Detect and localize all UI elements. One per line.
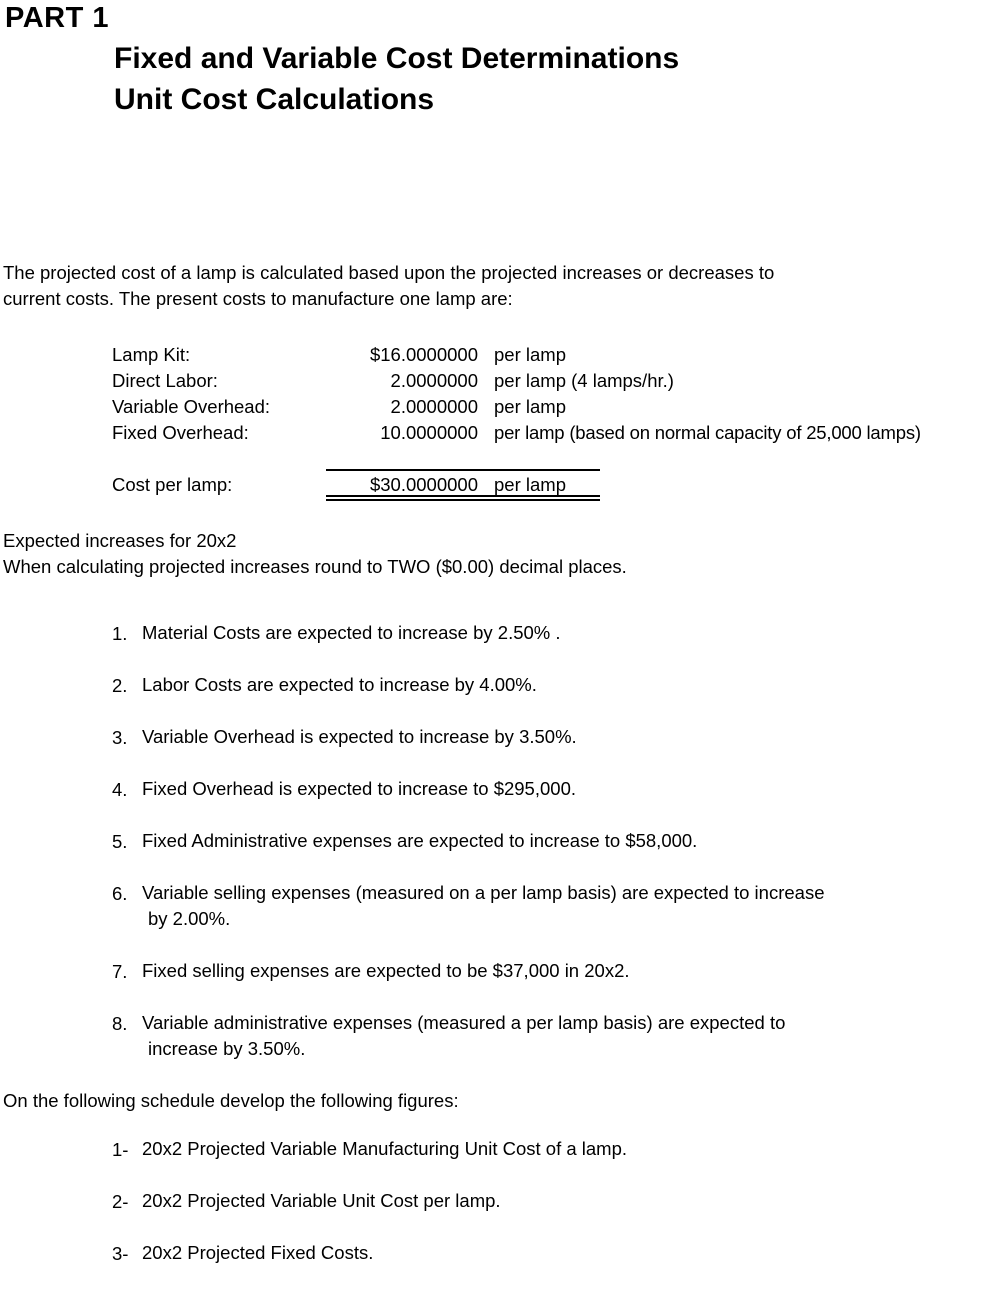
list-item-number: 5. [112, 831, 128, 852]
total-double-rule-top [326, 495, 600, 497]
cost-note: per lamp (4 lamps/hr.) [494, 370, 674, 391]
cost-label: Direct Labor: [112, 370, 218, 391]
figure-number: 2- [112, 1191, 129, 1212]
cost-label: Lamp Kit: [112, 344, 191, 365]
cost-note: per lamp [494, 344, 566, 365]
list-item: Variable administrative expenses (measured a per lamp basis) are expected to [142, 1012, 786, 1033]
subtotal-rule [326, 469, 600, 471]
list-item-number: 7. [112, 961, 128, 982]
list-item-continuation: by 2.00%. [148, 908, 231, 929]
intro-line-2: current costs. The present costs to manufacture one lamp are: [3, 288, 513, 309]
cost-label: Fixed Overhead: [112, 422, 249, 443]
cost-amount: $16.0000000 [369, 344, 478, 365]
list-item-continuation: increase by 3.50%. [148, 1038, 306, 1059]
expected-heading: Expected increases for 20x2 [3, 530, 237, 551]
title-line-1: Fixed and Variable Cost Determinations [114, 42, 680, 75]
cost-amount: 2.0000000 [390, 370, 478, 391]
total-double-rule-bottom [326, 499, 600, 501]
cost-note: per lamp (based on normal capacity of 25,000 lamps) [494, 422, 921, 443]
cost-amount: 2.0000000 [390, 396, 478, 417]
figure-item: 20x2 Projected Variable Manufacturing Unit Cost of a lamp. [142, 1138, 628, 1159]
intro-line-1: The projected cost of a lamp is calculated based upon the projected increases or decreases to [3, 262, 775, 283]
part-label: PART 1 [5, 2, 109, 34]
list-item: Variable selling expenses (measured on a per lamp basis) are expected to increase [142, 882, 825, 903]
list-item-number: 1. [112, 623, 128, 644]
total-label: Cost per lamp: [112, 474, 233, 495]
schedule-intro: On the following schedule develop the following figures: [3, 1090, 459, 1111]
list-item-number: 6. [112, 883, 128, 904]
cost-label: Variable Overhead: [112, 396, 271, 417]
figure-number: 3- [112, 1243, 129, 1264]
total-amount: $30.0000000 [369, 474, 478, 495]
list-item: Fixed Administrative expenses are expected to increase to $58,000. [142, 830, 698, 851]
list-item: Fixed selling expenses are expected to be $37,000 in 20x2. [142, 960, 630, 981]
list-item: Variable Overhead is expected to increase by 3.50%. [142, 726, 577, 747]
list-item: Material Costs are expected to increase by 2.50% . [142, 622, 561, 643]
rounding-note: When calculating projected increases round to TWO ($0.00) decimal places. [3, 556, 627, 577]
figure-item: 20x2 Projected Variable Unit Cost per lamp. [142, 1190, 501, 1211]
cost-amount: 10.0000000 [380, 422, 478, 443]
list-item: Labor Costs are expected to increase by 4.00%. [142, 674, 537, 695]
list-item-number: 8. [112, 1013, 128, 1034]
title-line-2: Unit Cost Calculations [114, 83, 435, 116]
list-item-number: 3. [112, 727, 128, 748]
list-item-number: 4. [112, 779, 128, 800]
figure-number: 1- [112, 1139, 129, 1160]
figure-item: 20x2 Projected Fixed Costs. [142, 1242, 374, 1263]
total-note: per lamp [494, 474, 566, 495]
list-item-number: 2. [112, 675, 128, 696]
list-item: Fixed Overhead is expected to increase to $295,000. [142, 778, 576, 799]
cost-note: per lamp [494, 396, 566, 417]
